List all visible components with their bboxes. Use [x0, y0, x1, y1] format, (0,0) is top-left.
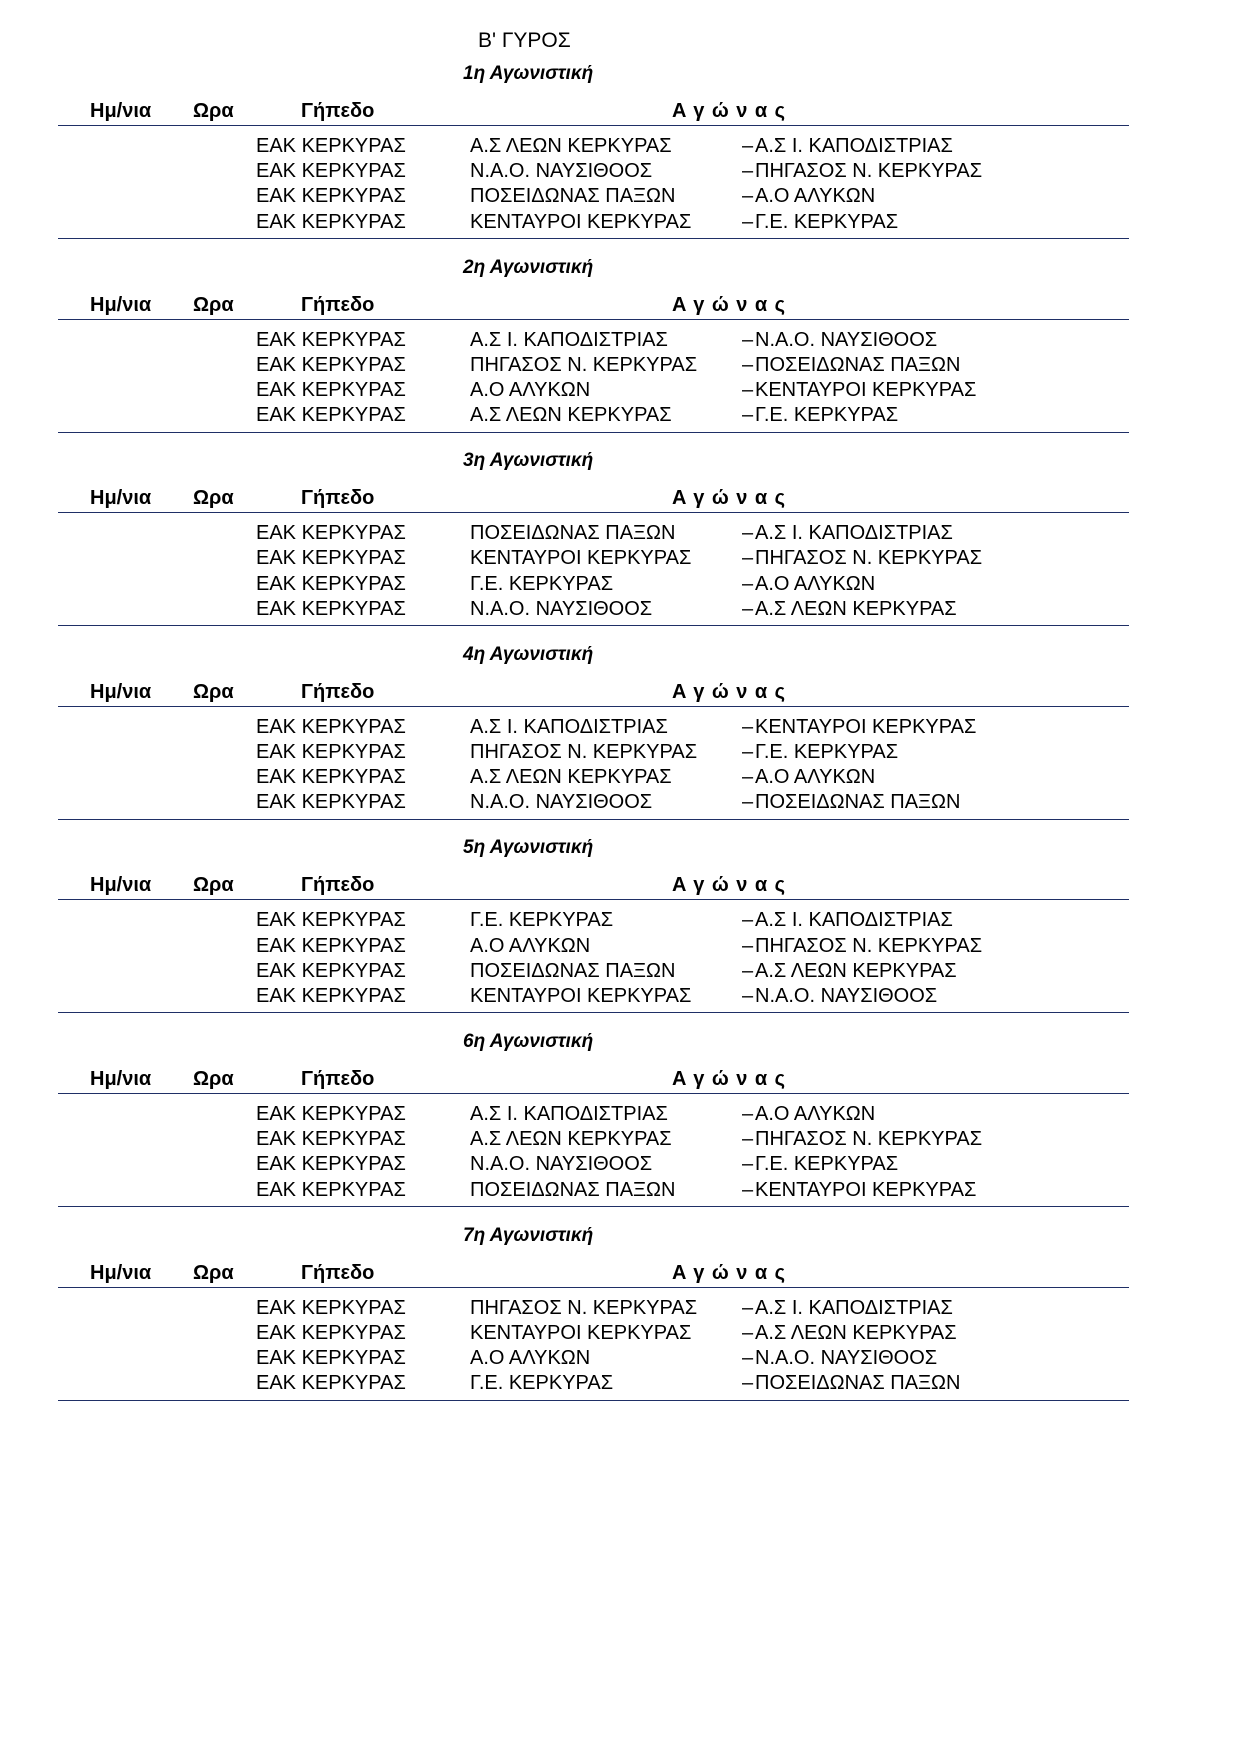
- header-divider: [58, 512, 1129, 513]
- match-separator: –: [742, 715, 754, 738]
- header-match: Αγώνας: [672, 874, 793, 897]
- round-title: 6η Αγωνιστική: [463, 1031, 594, 1052]
- header-time: Ωρα: [193, 1261, 234, 1284]
- section-divider: [58, 1400, 1129, 1401]
- header-time: Ωρα: [193, 874, 234, 897]
- match-venue: ΕΑΚ ΚΕΡΚΥΡΑΣ: [256, 597, 406, 620]
- round-section: [0, 62, 1241, 262]
- header-date: Ημ/νια: [90, 1261, 152, 1284]
- match-row: [0, 1370, 1241, 1396]
- match-separator: –: [742, 791, 754, 814]
- match-away-team: Α.Ο ΑΛΥΚΩΝ: [755, 572, 876, 595]
- match-venue: ΕΑΚ ΚΕΡΚΥΡΑΣ: [256, 547, 406, 570]
- match-row: [0, 1295, 1241, 1321]
- header-divider: [58, 1093, 1129, 1094]
- match-row: [0, 158, 1241, 184]
- match-away-team: Γ.Ε. ΚΕΡΚΥΡΑΣ: [755, 404, 899, 427]
- match-away-team: Ν.Α.Ο. ΝΑΥΣΙΘΟΟΣ: [755, 984, 938, 1007]
- match-separator: –: [742, 1372, 754, 1395]
- match-home-team: ΠΟΣΕΙΔΩΝΑΣ ΠΑΞΩΝ: [470, 1178, 676, 1201]
- match-venue: ΕΑΚ ΚΕΡΚΥΡΑΣ: [256, 1153, 406, 1176]
- match-home-team: Ν.Α.Ο. ΝΑΥΣΙΘΟΟΣ: [470, 791, 653, 814]
- match-row: [0, 739, 1241, 765]
- match-venue: ΕΑΚ ΚΕΡΚΥΡΑΣ: [256, 1178, 406, 1201]
- match-venue: ΕΑΚ ΚΕΡΚΥΡΑΣ: [256, 715, 406, 738]
- header-match: Αγώνας: [672, 100, 793, 122]
- match-home-team: Γ.Ε. ΚΕΡΚΥΡΑΣ: [470, 1372, 614, 1395]
- section-divider: [58, 625, 1129, 626]
- match-home-team: ΠΟΣΕΙΔΩΝΑΣ ΠΑΞΩΝ: [470, 185, 676, 208]
- match-home-team: ΠΗΓΑΣΟΣ Ν. ΚΕΡΚΥΡΑΣ: [470, 353, 698, 376]
- header-date: Ημ/νια: [90, 874, 152, 897]
- match-separator: –: [742, 740, 754, 763]
- match-home-team: Α.Σ ΛΕΩΝ ΚΕΡΚΥΡΑΣ: [470, 135, 672, 157]
- match-away-team: Α.Ο ΑΛΥΚΩΝ: [755, 766, 876, 789]
- header-match: Αγώνας: [672, 680, 793, 703]
- section-divider: [58, 432, 1129, 433]
- round-title: 3η Αγωνιστική: [463, 450, 594, 472]
- match-venue: ΕΑΚ ΚΕΡΚΥΡΑΣ: [256, 353, 406, 376]
- match-home-team: Α.Σ ΛΕΩΝ ΚΕΡΚΥΡΑΣ: [470, 1128, 672, 1151]
- match-away-team: Α.Σ ΛΕΩΝ ΚΕΡΚΥΡΑΣ: [755, 959, 957, 982]
- round-section: [0, 836, 1241, 1036]
- match-separator: –: [742, 572, 754, 595]
- match-home-team: ΠΗΓΑΣΟΣ Ν. ΚΕΡΚΥΡΑΣ: [470, 740, 698, 763]
- match-home-team: Ν.Α.Ο. ΝΑΥΣΙΘΟΟΣ: [470, 597, 653, 620]
- match-row: [0, 764, 1241, 790]
- round-title: 7η Αγωνιστική: [463, 1224, 594, 1246]
- match-row: [0, 545, 1241, 571]
- section-divider: [58, 1012, 1129, 1013]
- header-divider: [58, 899, 1129, 900]
- match-away-team: ΚΕΝΤΑΥΡΟΙ ΚΕΡΚΥΡΑΣ: [755, 378, 977, 401]
- match-separator: –: [742, 404, 754, 427]
- match-row: [0, 571, 1241, 597]
- match-venue: ΕΑΚ ΚΕΡΚΥΡΑΣ: [256, 185, 406, 208]
- header-match: Αγώνας: [672, 1261, 793, 1284]
- match-separator: –: [742, 1296, 754, 1319]
- match-row: [0, 714, 1241, 740]
- section-divider: [58, 238, 1129, 239]
- match-row: [0, 1101, 1241, 1127]
- match-home-team: Α.Σ Ι. ΚΑΠΟΔΙΣΤΡΙΑΣ: [470, 715, 668, 738]
- match-separator: –: [742, 1346, 754, 1369]
- round-title: 1η Αγωνιστική: [463, 63, 594, 84]
- header-match: Αγώνας: [672, 293, 793, 316]
- match-venue: ΕΑΚ ΚΕΡΚΥΡΑΣ: [256, 135, 406, 157]
- match-venue: ΕΑΚ ΚΕΡΚΥΡΑΣ: [256, 378, 406, 401]
- match-venue: ΕΑΚ ΚΕΡΚΥΡΑΣ: [256, 740, 406, 763]
- match-away-team: Γ.Ε. ΚΕΡΚΥΡΑΣ: [755, 740, 899, 763]
- match-separator: –: [742, 328, 754, 351]
- match-separator: –: [742, 135, 754, 157]
- match-separator: –: [742, 353, 754, 376]
- match-home-team: ΠΟΣΕΙΔΩΝΑΣ ΠΑΞΩΝ: [470, 959, 676, 982]
- match-row: [0, 1151, 1241, 1177]
- match-home-team: ΠΟΣΕΙΔΩΝΑΣ ΠΑΞΩΝ: [470, 522, 676, 545]
- match-home-team: Α.Ο ΑΛΥΚΩΝ: [470, 934, 591, 957]
- match-home-team: Α.Ο ΑΛΥΚΩΝ: [470, 1346, 591, 1369]
- header-date: Ημ/νια: [90, 1068, 152, 1090]
- match-home-team: Α.Σ Ι. ΚΑΠΟΔΙΣΤΡΙΑΣ: [470, 328, 668, 351]
- header-venue: Γήπεδο: [301, 680, 375, 703]
- match-separator: –: [742, 597, 754, 620]
- header-date: Ημ/νια: [90, 680, 152, 703]
- match-venue: ΕΑΚ ΚΕΡΚΥΡΑΣ: [256, 572, 406, 595]
- match-venue: ΕΑΚ ΚΕΡΚΥΡΑΣ: [256, 328, 406, 351]
- match-separator: –: [742, 1178, 754, 1201]
- match-separator: –: [742, 1321, 754, 1344]
- match-home-team: Ν.Α.Ο. ΝΑΥΣΙΘΟΟΣ: [470, 1153, 653, 1176]
- match-venue: ΕΑΚ ΚΕΡΚΥΡΑΣ: [256, 404, 406, 427]
- match-row: [0, 983, 1241, 1009]
- header-venue: Γήπεδο: [301, 874, 375, 897]
- match-home-team: Α.Σ Ι. ΚΑΠΟΔΙΣΤΡΙΑΣ: [470, 1103, 668, 1125]
- match-home-team: Γ.Ε. ΚΕΡΚΥΡΑΣ: [470, 572, 614, 595]
- match-away-team: ΠΗΓΑΣΟΣ Ν. ΚΕΡΚΥΡΑΣ: [755, 160, 983, 183]
- header-time: Ωρα: [193, 1068, 234, 1090]
- match-home-team: Γ.Ε. ΚΕΡΚΥΡΑΣ: [470, 909, 614, 932]
- match-venue: ΕΑΚ ΚΕΡΚΥΡΑΣ: [256, 1346, 406, 1369]
- header-divider: [58, 319, 1129, 320]
- match-away-team: Α.Ο ΑΛΥΚΩΝ: [755, 1103, 876, 1125]
- match-home-team: Α.Σ ΛΕΩΝ ΚΕΡΚΥΡΑΣ: [470, 766, 672, 789]
- match-venue: ΕΑΚ ΚΕΡΚΥΡΑΣ: [256, 1103, 406, 1125]
- match-away-team: ΠΟΣΕΙΔΩΝΑΣ ΠΑΞΩΝ: [755, 791, 961, 814]
- round-title: 5η Αγωνιστική: [463, 837, 594, 859]
- match-away-team: Α.Σ Ι. ΚΑΠΟΔΙΣΤΡΙΑΣ: [755, 522, 953, 545]
- match-separator: –: [742, 1153, 754, 1176]
- match-separator: –: [742, 909, 754, 932]
- match-venue: ΕΑΚ ΚΕΡΚΥΡΑΣ: [256, 984, 406, 1007]
- page-title: Β' ΓΥΡΟΣ: [478, 29, 571, 52]
- match-separator: –: [742, 1103, 754, 1125]
- match-separator: –: [742, 1128, 754, 1151]
- round-title: 2η Αγωνιστική: [463, 256, 594, 278]
- match-home-team: Ν.Α.Ο. ΝΑΥΣΙΘΟΟΣ: [470, 160, 653, 183]
- match-separator: –: [742, 522, 754, 545]
- match-row: [0, 1345, 1241, 1371]
- round-section: [0, 449, 1241, 649]
- header-date: Ημ/νια: [90, 100, 152, 122]
- match-home-team: ΚΕΝΤΑΥΡΟΙ ΚΕΡΚΥΡΑΣ: [470, 210, 692, 233]
- match-away-team: Ν.Α.Ο. ΝΑΥΣΙΘΟΟΣ: [755, 1346, 938, 1369]
- match-home-team: Α.Ο ΑΛΥΚΩΝ: [470, 378, 591, 401]
- match-home-team: ΚΕΝΤΑΥΡΟΙ ΚΕΡΚΥΡΑΣ: [470, 547, 692, 570]
- round-section: [0, 643, 1241, 843]
- match-row: [0, 209, 1241, 235]
- match-separator: –: [742, 984, 754, 1007]
- header-match: Αγώνας: [672, 487, 793, 510]
- match-home-team: ΚΕΝΤΑΥΡΟΙ ΚΕΡΚΥΡΑΣ: [470, 984, 692, 1007]
- match-away-team: ΚΕΝΤΑΥΡΟΙ ΚΕΡΚΥΡΑΣ: [755, 1178, 977, 1201]
- match-row: [0, 520, 1241, 546]
- header-venue: Γήπεδο: [301, 1068, 375, 1090]
- match-away-team: Α.Σ ΛΕΩΝ ΚΕΡΚΥΡΑΣ: [755, 597, 957, 620]
- match-venue: ΕΑΚ ΚΕΡΚΥΡΑΣ: [256, 160, 406, 183]
- match-separator: –: [742, 934, 754, 957]
- round-section: [0, 1224, 1241, 1424]
- header-match: Αγώνας: [672, 1068, 793, 1090]
- header-time: Ωρα: [193, 487, 234, 510]
- header-divider: [58, 125, 1129, 126]
- match-venue: ΕΑΚ ΚΕΡΚΥΡΑΣ: [256, 210, 406, 233]
- match-venue: ΕΑΚ ΚΕΡΚΥΡΑΣ: [256, 909, 406, 932]
- match-home-team: ΚΕΝΤΑΥΡΟΙ ΚΕΡΚΥΡΑΣ: [470, 1321, 692, 1344]
- match-away-team: ΠΗΓΑΣΟΣ Ν. ΚΕΡΚΥΡΑΣ: [755, 1128, 983, 1151]
- round-section: [0, 1030, 1241, 1230]
- header-divider: [58, 706, 1129, 707]
- match-venue: ΕΑΚ ΚΕΡΚΥΡΑΣ: [256, 1372, 406, 1395]
- match-separator: –: [742, 766, 754, 789]
- match-separator: –: [742, 210, 754, 233]
- match-row: [0, 1320, 1241, 1346]
- header-time: Ωρα: [193, 293, 234, 316]
- round-section: [0, 256, 1241, 456]
- match-away-team: Α.Σ Ι. ΚΑΠΟΔΙΣΤΡΙΑΣ: [755, 135, 953, 157]
- header-venue: Γήπεδο: [301, 1261, 375, 1284]
- match-separator: –: [742, 378, 754, 401]
- header-time: Ωρα: [193, 100, 234, 122]
- match-separator: –: [742, 185, 754, 208]
- match-away-team: Ν.Α.Ο. ΝΑΥΣΙΘΟΟΣ: [755, 328, 938, 351]
- header-date: Ημ/νια: [90, 293, 152, 316]
- match-venue: ΕΑΚ ΚΕΡΚΥΡΑΣ: [256, 791, 406, 814]
- match-away-team: ΠΗΓΑΣΟΣ Ν. ΚΕΡΚΥΡΑΣ: [755, 934, 983, 957]
- match-venue: ΕΑΚ ΚΕΡΚΥΡΑΣ: [256, 934, 406, 957]
- match-row: [0, 958, 1241, 984]
- match-away-team: ΠΟΣΕΙΔΩΝΑΣ ΠΑΞΩΝ: [755, 353, 961, 376]
- match-away-team: Α.Ο ΑΛΥΚΩΝ: [755, 185, 876, 208]
- round-title: 4η Αγωνιστική: [463, 643, 594, 665]
- match-away-team: Α.Σ Ι. ΚΑΠΟΔΙΣΤΡΙΑΣ: [755, 1296, 953, 1319]
- header-time: Ωρα: [193, 680, 234, 703]
- match-venue: ΕΑΚ ΚΕΡΚΥΡΑΣ: [256, 1296, 406, 1319]
- header-divider: [58, 1287, 1129, 1288]
- match-separator: –: [742, 547, 754, 570]
- match-venue: ΕΑΚ ΚΕΡΚΥΡΑΣ: [256, 1321, 406, 1344]
- match-away-team: Γ.Ε. ΚΕΡΚΥΡΑΣ: [755, 1153, 899, 1176]
- match-separator: –: [742, 959, 754, 982]
- match-away-team: ΚΕΝΤΑΥΡΟΙ ΚΕΡΚΥΡΑΣ: [755, 715, 977, 738]
- section-divider: [58, 819, 1129, 820]
- match-row: [0, 933, 1241, 959]
- match-venue: ΕΑΚ ΚΕΡΚΥΡΑΣ: [256, 522, 406, 545]
- header-venue: Γήπεδο: [301, 293, 375, 316]
- match-separator: –: [742, 160, 754, 183]
- match-venue: ΕΑΚ ΚΕΡΚΥΡΑΣ: [256, 766, 406, 789]
- match-home-team: Α.Σ ΛΕΩΝ ΚΕΡΚΥΡΑΣ: [470, 404, 672, 427]
- match-row: [0, 596, 1241, 622]
- match-venue: ΕΑΚ ΚΕΡΚΥΡΑΣ: [256, 1128, 406, 1151]
- header-venue: Γήπεδο: [301, 100, 375, 122]
- match-home-team: ΠΗΓΑΣΟΣ Ν. ΚΕΡΚΥΡΑΣ: [470, 1296, 698, 1319]
- match-away-team: Α.Σ Ι. ΚΑΠΟΔΙΣΤΡΙΑΣ: [755, 909, 953, 932]
- match-row: [0, 1177, 1241, 1203]
- match-away-team: ΠΟΣΕΙΔΩΝΑΣ ΠΑΞΩΝ: [755, 1372, 961, 1395]
- match-row: [0, 352, 1241, 378]
- match-row: [0, 1126, 1241, 1152]
- section-divider: [58, 1206, 1129, 1207]
- match-row: [0, 133, 1241, 159]
- match-away-team: ΠΗΓΑΣΟΣ Ν. ΚΕΡΚΥΡΑΣ: [755, 547, 983, 570]
- match-away-team: Α.Σ ΛΕΩΝ ΚΕΡΚΥΡΑΣ: [755, 1321, 957, 1344]
- match-row: [0, 789, 1241, 815]
- match-venue: ΕΑΚ ΚΕΡΚΥΡΑΣ: [256, 959, 406, 982]
- header-date: Ημ/νια: [90, 487, 152, 510]
- match-away-team: Γ.Ε. ΚΕΡΚΥΡΑΣ: [755, 210, 899, 233]
- match-row: [0, 907, 1241, 933]
- header-venue: Γήπεδο: [301, 487, 375, 510]
- match-row: [0, 377, 1241, 403]
- match-row: [0, 327, 1241, 353]
- match-row: [0, 402, 1241, 428]
- match-row: [0, 183, 1241, 209]
